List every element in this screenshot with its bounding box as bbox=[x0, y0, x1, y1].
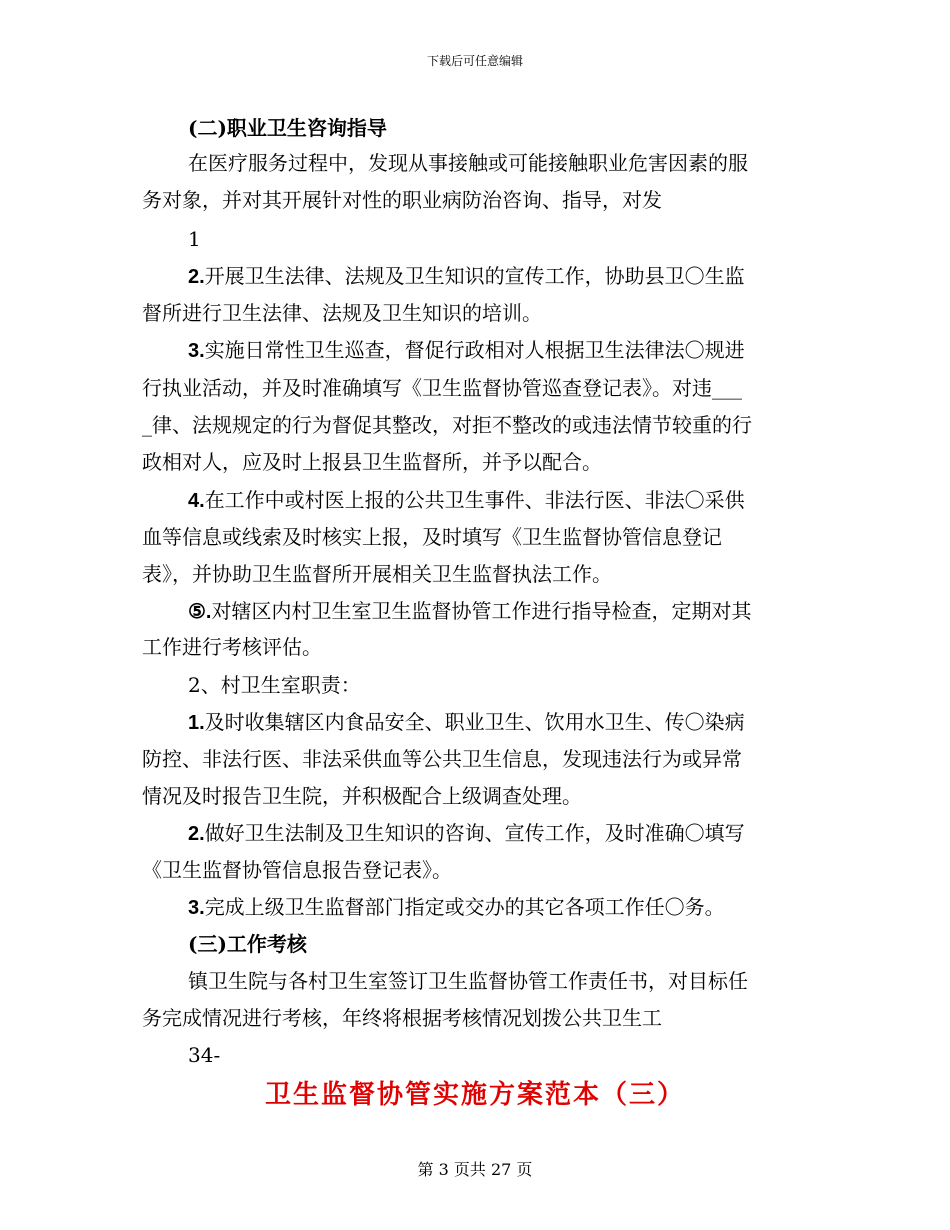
paragraph-line: 情况及时报告卫生院，并积极配合上级调查处理。 bbox=[142, 784, 582, 808]
list-item bbox=[188, 262, 745, 291]
paragraph-line: 34- bbox=[188, 1043, 221, 1067]
list-item bbox=[188, 819, 745, 848]
paragraph-line: 工作进行考核评估。 bbox=[142, 635, 322, 659]
paragraph-line: 督所进行卫生法律、法规及卫生知识的培训。 bbox=[142, 301, 542, 325]
list-text: 实施日常性卫生巡查，督促行政相对人根据卫生法律法〇规进 bbox=[204, 338, 745, 362]
list-number: 2. bbox=[188, 266, 205, 288]
list-number: 1. bbox=[188, 712, 205, 734]
list-number: 2. bbox=[188, 823, 205, 845]
list-text: 完成上级卫生监督部门指定或交办的其它各项工作任〇务。 bbox=[204, 895, 725, 919]
paragraph-line: 政相对人，应及时上报县卫生监督所，并予以配合。 bbox=[142, 450, 602, 474]
list-text: 在工作中或村医上报的公共卫生事件、非法行医、非法〇采供 bbox=[204, 488, 745, 512]
list-number: 3. bbox=[188, 340, 205, 362]
subsection-heading: 2、村卫生室职责： bbox=[188, 673, 361, 697]
list-number: 3. bbox=[188, 897, 205, 919]
list-text: 开展卫生法律、法规及卫生知识的宣传工作，协助县卫〇生监 bbox=[204, 264, 745, 288]
list-text: 做好卫生法制及卫生知识的咨询、宣传工作，及时准确〇填写 bbox=[204, 821, 745, 845]
paragraph-line: 表》，并协助卫生监督所开展相关卫生监督执法工作。 bbox=[142, 562, 612, 586]
list-item bbox=[188, 336, 745, 365]
paragraph-line: 务对象，并对其开展针对性的职业病防治咨询、指导，对发 bbox=[142, 188, 662, 212]
paragraph-line: 务完成情况进行考核，年终将根据考核情况划拨公共卫生工 bbox=[142, 1006, 662, 1030]
list-number: 4. bbox=[188, 490, 205, 512]
list-text: 及时收集辖区内食品安全、职业卫生、饮用水卫生、传〇染病 bbox=[204, 710, 745, 734]
list-text: 对辖区内村卫生室卫生监督协管工作进行指导检查，定期对其 bbox=[211, 599, 752, 623]
list-item bbox=[188, 486, 745, 515]
paragraph-line: 防控、非法行医、非法采供血等公共卫生信息，发现违法行为或异常 bbox=[142, 747, 742, 771]
list-item bbox=[188, 708, 745, 737]
page-footer: 第 3 页共 27 页 bbox=[417, 1160, 533, 1179]
paragraph-line: 在医疗服务过程中，发现从事接触或可能接触职业危害因素的服 bbox=[188, 151, 748, 175]
paragraph-line: _律、法规规定的行为督促其整改，对拒不整改的或违法情节较重的行 bbox=[142, 413, 752, 437]
section-heading: (三)工作考核 bbox=[188, 932, 307, 956]
paragraph-line: 镇卫生院与各村卫生室签订卫生监督协管工作责任书，对目标任 bbox=[188, 969, 748, 993]
document-title: 卫生监督协管实施方案范本（三） bbox=[264, 1080, 685, 1110]
paragraph-line: 《卫生监督协管信息报告登记表》。 bbox=[142, 858, 452, 882]
page-header: 下载后可任意编辑 bbox=[426, 54, 523, 68]
paragraph-line: 行执业活动，并及时准确填写《卫生监督协管巡查登记表》。对违___ bbox=[142, 376, 742, 400]
list-item bbox=[188, 893, 725, 922]
paragraph-line: 血等信息或线索及时核实上报，及时填写《卫生监督协管信息登记 bbox=[142, 525, 722, 549]
list-number: ⑤. bbox=[188, 601, 212, 623]
section-heading: (二)职业卫生咨询指导 bbox=[188, 116, 387, 140]
list-item bbox=[188, 597, 752, 626]
paragraph-line: 1 bbox=[188, 227, 201, 251]
